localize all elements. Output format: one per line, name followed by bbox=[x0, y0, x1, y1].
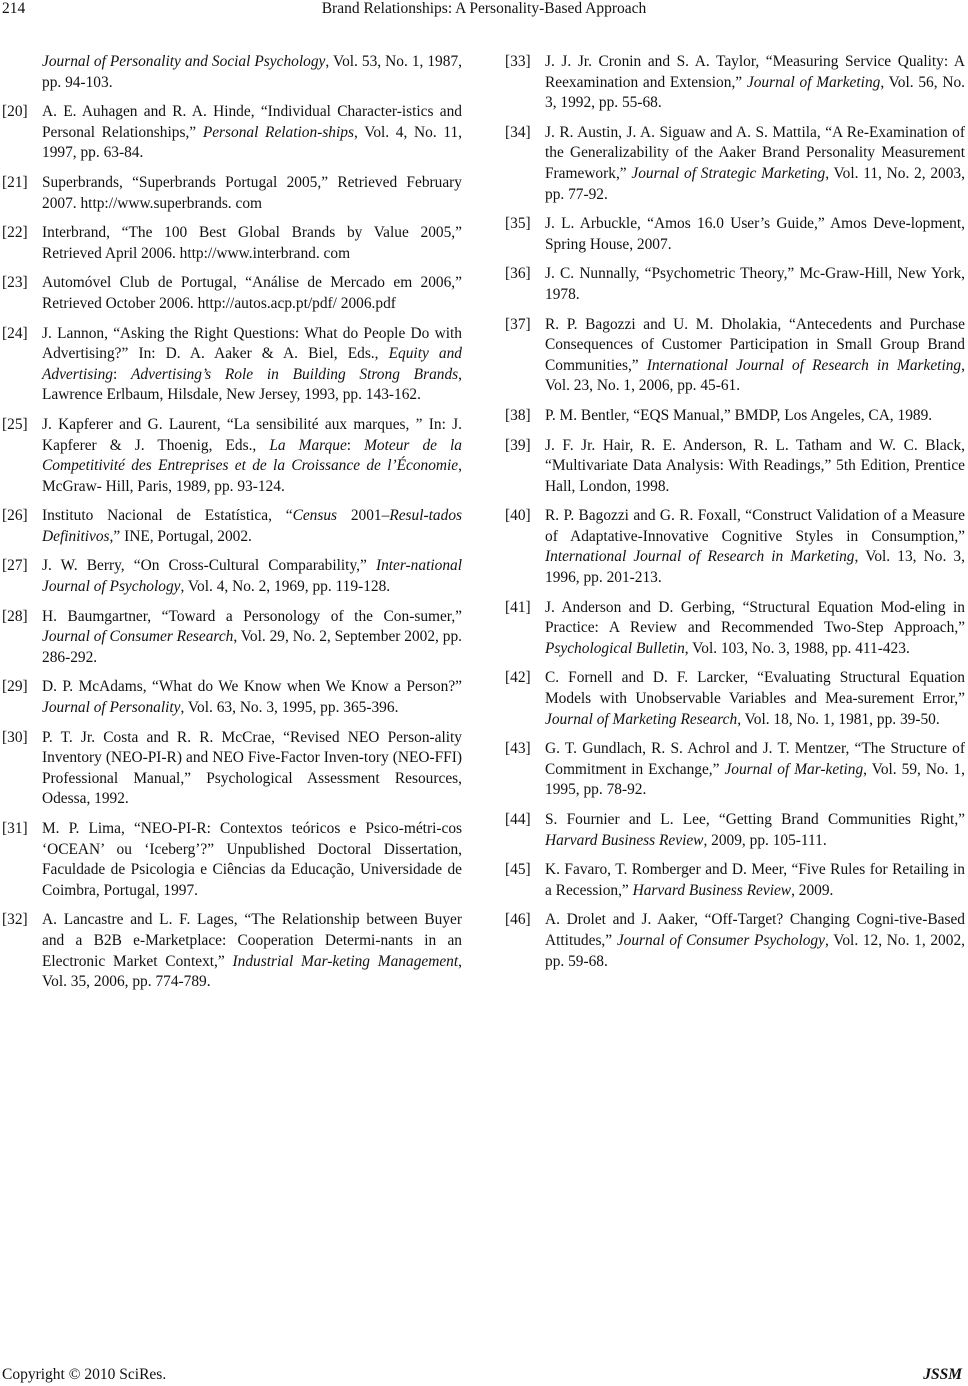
reference-number: [42] bbox=[505, 669, 531, 687]
reference-text: R. P. Bagozzi and G. R. Foxall, “Construct Validation of a Measure of Adaptative-Innovative Cognitive Styles in Consumption,” International Journal of Research in Marketing, Vol. 13, No. 3, 1996, pp. 201-213. bbox=[545, 507, 965, 587]
reference-entry bbox=[0, 324, 462, 406]
reference-text: J. Anderson and D. Gerbing, “Structural Equation Mod-eling in Practice: A Review and Recommended Two-Step Approach,” Psychological Bulletin, Vol. 103, No. 3, 1988, pp. 411-423. bbox=[545, 598, 965, 657]
reference-text: M. P. Lima, “NEO-PI-R: Contextos teóricos e Psico-métri-cos ‘OCEAN’ ou ‘Iceberg’?” Unpublished Doctoral Dissertation, Faculdade de Psicologia e Ciências da Educação, Universidade de Coimbra, Portugal, 1997. bbox=[42, 820, 462, 899]
reference-entry bbox=[503, 739, 965, 801]
reference-number: [43] bbox=[505, 740, 531, 758]
reference-entry bbox=[503, 52, 965, 114]
reference-text: Interbrand, “The 100 Best Global Brands by Value 2005,” Retrieved April 2006. http://www.interbrand. com bbox=[42, 224, 462, 262]
reference-entry bbox=[503, 123, 965, 205]
reference-column-right bbox=[503, 52, 965, 981]
reference-column-left bbox=[0, 52, 462, 1002]
reference-number: [44] bbox=[505, 811, 531, 828]
running-title: Brand Relationships: A Personality-Based Approach bbox=[321, 0, 647, 17]
reference-entry bbox=[0, 102, 462, 164]
reference-entry bbox=[0, 52, 462, 93]
reference-text: C. Fornell and D. F. Larcker, “Evaluating Structural Equation Models with Unobservable Variables and Mea-surement Error,” Journal of Marketing Research, Vol. 18, No. 1, 1981, pp. 39-50. bbox=[545, 669, 965, 728]
reference-text: Automóvel Club de Portugal, “Análise de Mercado em 2006,” Retrieved October 2006. http://autos.acp.pt/pdf/ 2006.pdf bbox=[42, 274, 462, 312]
reference-text: J. Kapferer and G. Laurent, “La sensibilité aux marques, ” In: J. Kapferer & J. Thoenig, Eds., La Marque: Moteur de la Competitivité des Entreprises et de la Croissance de l’Économie, McGraw- Hill, Paris, 1989, pp. 93-124. bbox=[42, 415, 462, 495]
copyright-notice: Copyright © 2010 SciRes. bbox=[2, 1366, 167, 1383]
reference-number: [40] bbox=[505, 507, 531, 525]
page-number: 214 bbox=[2, 0, 26, 17]
reference-number: [35] bbox=[505, 215, 531, 233]
reference-text: H. Baumgartner, “Toward a Personology of the Con-sumer,” Journal of Consumer Research, Vol. 29, No. 2, September 2002, pp. 286-292. bbox=[42, 607, 462, 666]
reference-number: [45] bbox=[505, 861, 531, 879]
reference-number: [46] bbox=[505, 911, 531, 929]
reference-number: [22] bbox=[2, 224, 28, 242]
reference-entry bbox=[503, 810, 965, 851]
reference-text: K. Favaro, T. Romberger and D. Meer, “Five Rules for Retailing in a Recession,” Harvard Business Review, 2009. bbox=[545, 861, 965, 899]
reference-number: [41] bbox=[505, 598, 531, 616]
reference-entry bbox=[0, 819, 462, 901]
reference-text: A. Lancastre and L. F. Lages, “The Relationship between Buyer and a B2B e-Marketplace: Cooperation Determi-nants in an Electronic Market Context,” Industrial Mar-keting Management, Vol. 35, 2006, pp. 774-789. bbox=[42, 911, 463, 991]
reference-entry bbox=[0, 910, 462, 992]
reference-entry bbox=[503, 406, 965, 427]
reference-entry bbox=[0, 506, 462, 547]
reference-number: [32] bbox=[2, 911, 28, 929]
reference-entry bbox=[503, 315, 965, 397]
reference-entry bbox=[0, 607, 462, 669]
reference-text: S. Fournier and L. Lee, “Getting Brand Communities Right,” Harvard Business Review, 2009, pp. 105-111. bbox=[545, 811, 965, 849]
reference-number: [23] bbox=[2, 274, 28, 292]
reference-entry bbox=[503, 668, 965, 730]
reference-text: J. Lannon, “Asking the Right Questions: What do People Do with Advertising?” In: D. A. Aaker & A. Biel, Eds., Equity and Advertising: Advertising’s Role in Building Strong Brands, Lawrence Erlbaum, Hilsdale, New Jersey, 1993, pp. 143-162. bbox=[42, 324, 463, 404]
reference-text: Superbrands, “Superbrands Portugal 2005,” Retrieved February 2007. http://www.superbrands. com bbox=[42, 173, 462, 212]
reference-number: [30] bbox=[2, 728, 28, 746]
reference-number: [36] bbox=[505, 265, 531, 283]
reference-number: [28] bbox=[2, 607, 28, 625]
reference-number: [39] bbox=[505, 436, 531, 454]
reference-number: [31] bbox=[2, 820, 28, 837]
running-header bbox=[0, 0, 968, 22]
reference-text: J. W. Berry, “On Cross-Cultural Comparability,” Inter-national Journal of Psychology, Vol. 4, No. 2, 1969, pp. 119-128. bbox=[42, 557, 462, 596]
reference-entry bbox=[0, 415, 462, 497]
reference-text: A. E. Auhagen and R. A. Hinde, “Individual Character-istics and Personal Relationships,” Personal Relation-ships, Vol. 4, No. 11, 1997, pp. 63-84. bbox=[42, 103, 463, 162]
reference-number: [21] bbox=[2, 173, 28, 191]
reference-number: [27] bbox=[2, 557, 28, 575]
reference-text: Instituto Nacional de Estatística, “Census 2001–Resul-tados Definitivos,” INE, Portugal, 2002. bbox=[42, 507, 462, 545]
reference-number: [26] bbox=[2, 507, 28, 525]
reference-number: [29] bbox=[2, 678, 28, 696]
reference-entry bbox=[0, 173, 462, 214]
reference-entry bbox=[503, 264, 965, 305]
reference-entry bbox=[0, 273, 462, 314]
reference-text: D. P. McAdams, “What do We Know when We Know a Person?” Journal of Personality, Vol. 63, No. 3, 1995, pp. 365-396. bbox=[42, 678, 462, 717]
reference-entry bbox=[0, 677, 462, 718]
reference-entry bbox=[503, 598, 965, 660]
reference-number: [38] bbox=[505, 406, 531, 424]
reference-number: [37] bbox=[505, 315, 531, 333]
reference-text: J. R. Austin, J. A. Siguaw and A. S. Mattila, “A Re-Examination of the Generalizability of the Aaker Brand Personality Measurement Framework,” Journal of Strategic Marketing, Vol. 11, No. 2, 2003, pp. 77-92. bbox=[545, 123, 965, 203]
reference-entry bbox=[0, 556, 462, 597]
reference-entry bbox=[503, 214, 965, 255]
reference-number: [34] bbox=[505, 123, 531, 141]
reference-entry bbox=[503, 860, 965, 901]
reference-text: R. P. Bagozzi and U. M. Dholakia, “Antecedents and Purchase Consequences of Customer Participation in Small Group Brand Communities,” International Journal of Research in Marketing, Vol. 23, No. 1, 2006, pp. 45-61. bbox=[545, 315, 965, 395]
reference-entry bbox=[503, 436, 965, 498]
reference-text: J. L. Arbuckle, “Amos 16.0 User’s Guide,” Amos Deve-lopment, Spring House, 2007. bbox=[545, 215, 965, 253]
reference-number: [33] bbox=[505, 53, 531, 70]
reference-number: [24] bbox=[2, 324, 28, 342]
journal-abbreviation: JSSM bbox=[923, 1366, 962, 1383]
reference-text: P. T. Jr. Costa and R. R. McCrae, “Revised NEO Person-ality Inventory (NEO-PI-R) and NEO Five-Factor Inven-tory (NEO-FFI) Professional Manual,” Psychological Assessment Resources, Odessa, 1992. bbox=[42, 728, 462, 808]
reference-entry bbox=[503, 910, 965, 972]
reference-text: J. F. Jr. Hair, R. E. Anderson, R. L. Tatham and W. C. Black, “Multivariate Data Analysis: With Readings,” 5th Edition, Prentice Hall, London, 1998. bbox=[545, 436, 965, 495]
reference-entry bbox=[503, 506, 965, 588]
reference-text: J. J. Jr. Cronin and S. A. Taylor, “Measuring Service Quality: A Reexamination and Extension,” Journal of Marketing, Vol. 56, No. 3, 1992, pp. 55-68. bbox=[545, 53, 966, 112]
reference-number: [20] bbox=[2, 103, 28, 121]
reference-text: Journal of Personality and Social Psychology, Vol. 53, No. 1, 1987, pp. 94-103. bbox=[42, 53, 462, 91]
reference-text: P. M. Bentler, “EQS Manual,” BMDP, Los Angeles, CA, 1989. bbox=[545, 406, 933, 424]
reference-entry bbox=[0, 728, 462, 810]
reference-number: [25] bbox=[2, 415, 28, 433]
reference-entry bbox=[0, 223, 462, 264]
reference-text: A. Drolet and J. Aaker, “Off-Target? Changing Cogni-tive-Based Attitudes,” Journal of Consumer Psychology, Vol. 12, No. 1, 2002, pp. 59-68. bbox=[545, 911, 965, 970]
reference-text: G. T. Gundlach, R. S. Achrol and J. T. Mentzer, “The Structure of Commitment in Exchange,” Journal of Mar-keting, Vol. 59, No. 1, 1995, pp. 78-92. bbox=[545, 740, 965, 799]
reference-text: J. C. Nunnally, “Psychometric Theory,” Mc-Graw-Hill, New York, 1978. bbox=[545, 265, 965, 303]
